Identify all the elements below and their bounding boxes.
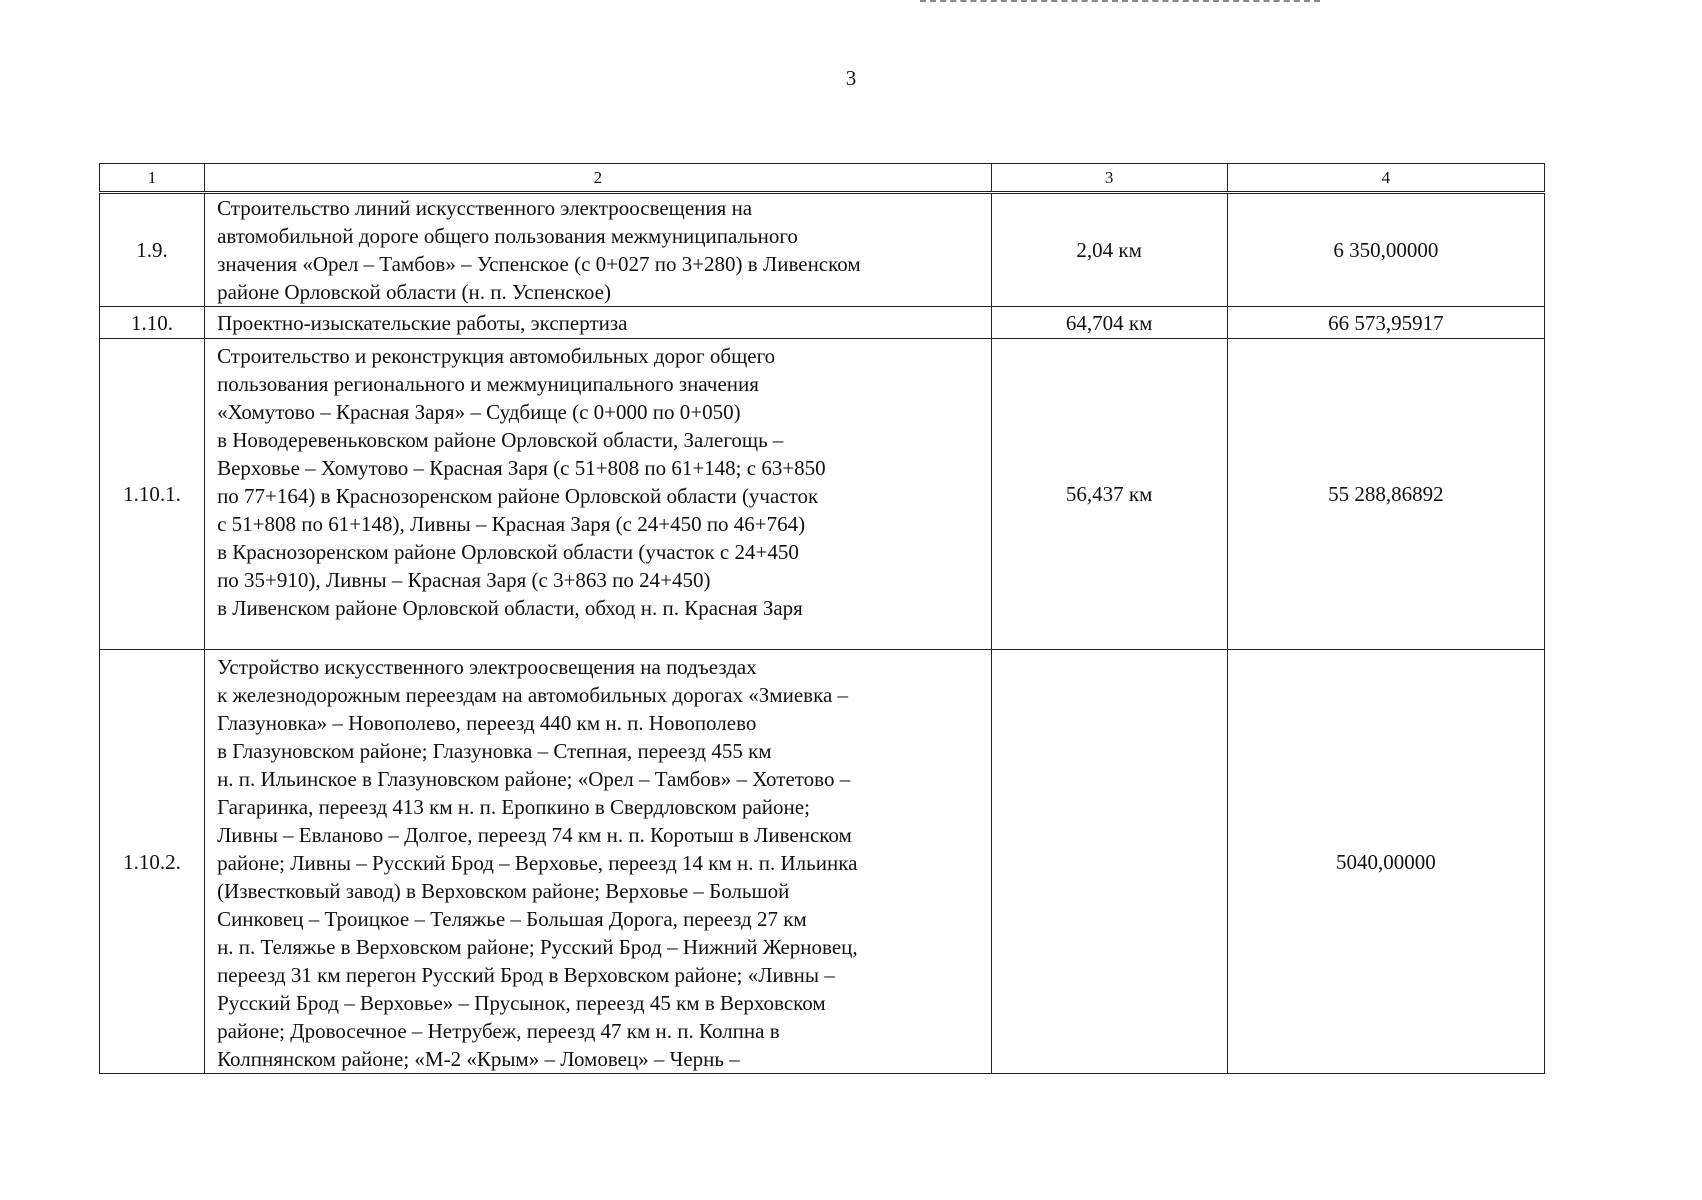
row-amount: 6 350,00000: [1227, 193, 1544, 307]
row-description-cell: [205, 339, 992, 650]
header-col-2: 2: [205, 164, 992, 193]
row-number: 1.9.: [100, 193, 205, 307]
row-description: Строительство и реконструкция автомобильных дорог общего пользования регионального и межмуниципального значения «Хомутово – Красная Заря» – Судбище (с 0+000 по 0+050) в Новодеревеньковском районе Орловской области, Залегощь – Верховье – Хомутово – Красная Заря (с 51+808 по 61+148; с 63+850 по 77+164) в Краснозоренском районе Орловской области (участок с 51+808 по 61+148), Ливны – Красная Заря (с 24+450 по 46+764) в Краснозоренском районе Орловской области (участок с 24+450 по 35+910), Ливны – Красная Заря (с 3+863 по 24+450) в Ливенском районе Орловской области, обход н. п. Красная Заря: [217, 344, 826, 620]
scan-artifact: [920, 0, 1320, 5]
row-amount: 55 288,86892: [1227, 339, 1544, 650]
row-description-cell: [205, 307, 992, 339]
row-length: 56,437 км: [991, 339, 1227, 650]
row-number: 1.10.: [100, 307, 205, 339]
row-length: [991, 650, 1227, 1074]
header-col-4: 4: [1227, 164, 1544, 193]
page-number: 3: [845, 66, 857, 90]
row-description: Строительство линий искусственного электроосвещения на автомобильной дороге общего пользования межмуниципального значения «Орел – Тамбов» – Успенское (с 0+027 по 3+280) в Ливенском районе Орловской области (н. п. Успенское): [217, 196, 861, 304]
table-row: [100, 650, 1545, 1074]
table-row: [100, 193, 1545, 307]
row-number: 1.10.2.: [100, 650, 205, 1074]
row-length: 64,704 км: [991, 307, 1227, 339]
works-table: [99, 163, 1545, 1074]
row-number: 1.10.1.: [100, 339, 205, 650]
row-description: Проектно-изыскательские работы, экспертиза: [217, 310, 628, 335]
header-col-1: 1: [100, 164, 205, 193]
row-description-cell: [205, 650, 992, 1074]
row-description: Устройство искусственного электроосвещения на подъездах к железнодорожным переездам на автомобильных дорогах «Змиевка – Глазуновка» – Новополево, переезд 440 км н. п. Новополево в Глазуновском районе; Глазуновка – Степная, переезд 455 км н. п. Ильинское в Глазуновском районе; «Орел – Тамбов» – Хотетово – Гагаринка, переезд 413 км н. п. Еропкино в Свердловском районе; Ливны – Евланово – Долгое, переезд 74 км н. п. Коротыш в Ливенском районе; Ливны – Русский Брод – Верховье, переезд 14 км н. п. Ильинка (Известковый завод) в Верховском районе; Верховье – Большой Синковец – Троицкое – Теляжье – Большая Дорога, переезд 27 км н. п. Теляжье в Верховском районе; Русский Брод – Нижний Жерновец, переезд 31 км перегон Русский Брод в Верховском районе; «Ливны – Русский Брод – Верховье» – Прусынок, переезд 45 км в Верховском районе; Дровосечное – Нетрубеж, переезд 47 км н. п. Колпна в Колпнянском районе; «М-2 «Крым» – Ломовец» – Чернь –: [217, 655, 858, 1071]
row-amount: 5040,00000: [1227, 650, 1544, 1074]
header-col-3: 3: [991, 164, 1227, 193]
row-description-cell: [205, 193, 992, 307]
table-row: [100, 339, 1545, 650]
table-row: [100, 307, 1545, 339]
table-header-row: [100, 164, 1545, 193]
row-amount: 66 573,95917: [1227, 307, 1544, 339]
row-length: 2,04 км: [991, 193, 1227, 307]
